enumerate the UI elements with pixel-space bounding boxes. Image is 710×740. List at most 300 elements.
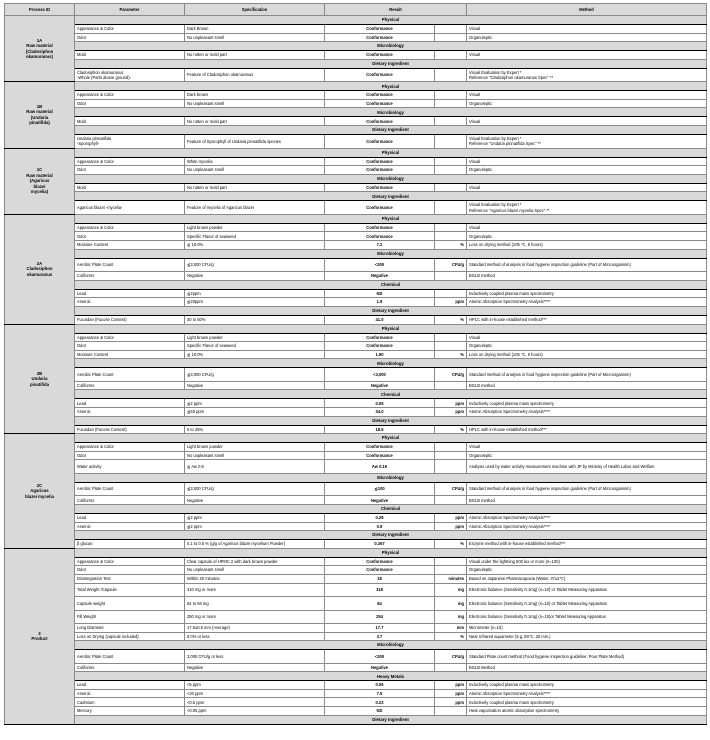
table-row (5, 443, 707, 452)
cell-result-value: Conformance (325, 157, 435, 166)
group-header-row (5, 641, 707, 650)
cell-specification: Negative (185, 272, 325, 281)
table-row (5, 68, 707, 82)
table-row (5, 681, 707, 690)
cell-method: Organoleptic (467, 232, 707, 241)
cell-result-unit: ppm (435, 407, 467, 416)
cell-specification: ≦3,000 CFU/g (185, 258, 325, 272)
group-label-chemical: Chemical (75, 280, 707, 289)
cell-parameter: Lead (75, 681, 185, 690)
cell-result-unit: % (435, 632, 467, 641)
table-row (5, 289, 707, 298)
table-row (5, 223, 707, 232)
cell-result-value: 3.7 (325, 632, 435, 641)
cell-parameter: Arsenic (75, 522, 185, 531)
cell-parameter: Total Weight /Capsule (75, 583, 185, 597)
table-body (5, 16, 707, 725)
group-label-microbiology: Microbiology (75, 473, 707, 482)
group-label-dietary-ingredient: Dietary Ingredient (75, 126, 707, 135)
cell-result-unit (435, 51, 467, 60)
table-row (5, 201, 707, 215)
cell-specification: ≦20ppm (185, 298, 325, 307)
cell-parameter: Cadmium (75, 698, 185, 707)
cell-specification: Feature of Sporophyll of Undaria pinnatifida species (185, 135, 325, 149)
cell-method: Visual (467, 183, 707, 192)
process-id-cell-2a: 2A Cladosiphon okamuranus (5, 214, 75, 324)
process-id-cell-1a: 1A Raw material (Cladosiphon okamuranus) (5, 16, 75, 82)
cell-result-unit (435, 91, 467, 100)
cell-method: Loss on drying method (105 ℃, 5 hours) (467, 241, 707, 250)
cell-parameter: Coliforms (75, 663, 185, 672)
cell-result-value: Conformance (325, 25, 435, 34)
cell-parameter: Long Diameter (75, 624, 185, 633)
cell-method: Organoleptic (467, 166, 707, 175)
cell-parameter: Agaricus blazei -mycelia- (75, 201, 185, 215)
cell-result-value: 0.06 (325, 681, 435, 690)
group-label-microbiology: Microbiology (75, 42, 707, 51)
table-row (5, 574, 707, 583)
cell-result-unit (435, 33, 467, 42)
cell-result-unit (435, 157, 467, 166)
cell-result-unit (435, 566, 467, 575)
cell-specification: Light brown powder (185, 443, 325, 452)
cell-method: BGLB method (467, 272, 707, 281)
cell-parameter: Mold (75, 117, 185, 126)
group-label-physical: Physical (75, 16, 707, 25)
cell-result-unit (435, 201, 467, 215)
cell-result-unit: ppm (435, 681, 467, 690)
cell-specification: ≦2 ppm (185, 399, 325, 408)
table-row (5, 399, 707, 408)
cell-result-unit: % (435, 315, 467, 324)
table-row (5, 707, 707, 716)
cell-method: Atomic Absorption Spectrometry Analysis**** (467, 298, 707, 307)
cell-method: HPLC with in-house established method*** (467, 425, 707, 434)
cell-result-unit (435, 451, 467, 460)
table-row (5, 425, 707, 434)
table-row (5, 513, 707, 522)
process-id-cell-1c: 1C Raw material (Agaricus blazei mycelia) (5, 148, 75, 214)
cell-result-unit: mm (435, 624, 467, 633)
group-label-microbiology: Microbiology (75, 359, 707, 368)
table-row (5, 583, 707, 597)
cell-result-unit: % (435, 350, 467, 359)
cell-result-value: Conformance (325, 451, 435, 460)
cell-result-value: Conformance (325, 333, 435, 342)
table-row (5, 540, 707, 549)
table-row (5, 33, 707, 42)
column-header-result: Result (325, 4, 467, 16)
cell-result-value: Conformance (325, 232, 435, 241)
group-label-dietary-ingredient: Dietary Ingredient (75, 531, 707, 540)
table-row (5, 51, 707, 60)
cell-method: Atomic Absorption Spectrometry Analysis**** (467, 522, 707, 531)
cell-method: Visual (467, 333, 707, 342)
cell-result-unit: % (435, 241, 467, 250)
cell-specification: Within 20 minutes (185, 574, 325, 583)
table-row (5, 597, 707, 611)
table-row (5, 350, 707, 359)
cell-result-unit: mg (435, 583, 467, 597)
table-row (5, 117, 707, 126)
table-row (5, 135, 707, 149)
cell-result-unit: % (435, 425, 467, 434)
cell-specification: 250 mg or more (185, 610, 325, 624)
group-label-dietary-ingredient: Dietary Ingredient (75, 715, 707, 724)
cell-result-unit (435, 496, 467, 505)
cell-method: Inductively coupled plasma mass spectrometry (467, 681, 707, 690)
cell-result-value: Conformance (325, 51, 435, 60)
process-id-cell-2c: 2C Agaricus blazei mycelia (5, 434, 75, 549)
table-row (5, 689, 707, 698)
cell-result-unit: ppm (435, 522, 467, 531)
group-header-row (5, 390, 707, 399)
cell-parameter: Loss on Drying (capsule included) (75, 632, 185, 641)
cell-specification: <0.5 ppm (185, 698, 325, 707)
cell-result-value: <300 (325, 258, 435, 272)
group-label-physical: Physical (75, 548, 707, 557)
cell-specification: No rotten or mold part (185, 51, 325, 60)
cell-parameter: Moisture Content (75, 241, 185, 250)
cell-specification: Negative (185, 496, 325, 505)
cell-result-value: <3,000 (325, 368, 435, 382)
table-row (5, 407, 707, 416)
cell-result-unit (435, 663, 467, 672)
cell-result-value: 34.0 (325, 407, 435, 416)
cell-parameter: β glucan (75, 540, 185, 549)
cell-result-value: 254 (325, 610, 435, 624)
cell-result-value: 1.9 (325, 298, 435, 307)
cell-method: Visual Evaluation by Expert * Reference "Agaricus blazei mycelia Spec" ** (467, 201, 707, 215)
column-header-method: Method (467, 4, 707, 16)
cell-parameter: Disintegration Test (75, 574, 185, 583)
cell-result-value: Conformance (325, 166, 435, 175)
cell-specification: Clear capsule of HPMC 2 with dark brown powder (185, 557, 325, 566)
cell-result-value: ND (325, 707, 435, 716)
group-label-dietary-ingredient: Dietary Ingredient (75, 306, 707, 315)
group-header-row (5, 280, 707, 289)
cell-method: Enzyme method with in-house established method*** (467, 540, 707, 549)
cell-specification: Negative (185, 663, 325, 672)
process-id-cell-1b: 1B Raw material (Undaria pinatifida) (5, 82, 75, 148)
cell-specification: Dark Brown (185, 25, 325, 34)
cell-result-value: 18 (325, 574, 435, 583)
cell-result-unit (435, 342, 467, 351)
cell-result-value: ND (325, 289, 435, 298)
column-header-process-id: Process ID (5, 4, 75, 16)
cell-result-unit (435, 25, 467, 34)
cell-parameter: Lead (75, 513, 185, 522)
group-header-row (5, 126, 707, 135)
cell-method: Visual Evaluation by Expert * Reference "Cladosiphon okamuranus Spec" ** (467, 68, 707, 82)
group-header-row (5, 174, 707, 183)
group-header-row (5, 108, 707, 117)
cell-parameter: Appearance & Color (75, 333, 185, 342)
cell-method: Loss on drying method (105 ℃, 5 hours) (467, 350, 707, 359)
cell-result-unit: ppm (435, 513, 467, 522)
cell-result-unit (435, 68, 467, 82)
cell-specification: 8.0% or less (185, 632, 325, 641)
table-row (5, 272, 707, 281)
group-label-physical: Physical (75, 82, 707, 91)
group-header-row (5, 214, 707, 223)
cell-specification: Feature of Cladosiphon okamuranus (185, 68, 325, 82)
cell-specification: <5 ppm (185, 681, 325, 690)
group-label-physical: Physical (75, 214, 707, 223)
cell-parameter: Mold (75, 51, 185, 60)
cell-parameter: Appearance & Color (75, 557, 185, 566)
cell-parameter: Mercury (75, 707, 185, 716)
cell-method: Near Infrared aquameter (5 g, 80℃, 20 min.) (467, 632, 707, 641)
cell-parameter: Odor (75, 342, 185, 351)
cell-parameter: Appearance & Color (75, 25, 185, 34)
cell-parameter: Appearance & Color (75, 223, 185, 232)
cell-result-unit: ppm (435, 689, 467, 698)
cell-specification: Specific Flavor of seaweed (185, 342, 325, 351)
cell-parameter: Aerobic Plate Count (75, 650, 185, 664)
cell-result-value: Conformance (325, 183, 435, 192)
table-row (5, 91, 707, 100)
cell-parameter: Odor (75, 33, 185, 42)
cell-result-value: 64 (325, 597, 435, 611)
cell-parameter: Odor (75, 166, 185, 175)
cell-parameter: Water activity (75, 460, 185, 474)
cell-method: Standard method of analysis in food hygiene inspection guideline (Part of Microorganism) (467, 368, 707, 382)
table-row (5, 166, 707, 175)
cell-parameter: Fucoidan (Fucose Content) (75, 425, 185, 434)
cell-result-value: Conformance (325, 91, 435, 100)
cell-specification: ≦3,000 CFU/g (185, 368, 325, 382)
group-header-row (5, 148, 707, 157)
table-row (5, 183, 707, 192)
group-header-row (5, 324, 707, 333)
cell-result-value: ≦100 (325, 482, 435, 496)
cell-method: Electronic balance (Sensitivity 0.1mg) (n=10)or Tablet Measuring Apparatus (467, 610, 707, 624)
cell-parameter: Arsenic (75, 689, 185, 698)
cell-parameter: Appearance & Color (75, 91, 185, 100)
cell-result-unit (435, 99, 467, 108)
table-row (5, 650, 707, 664)
table-row (5, 522, 707, 531)
specification-table (4, 3, 707, 725)
cell-result-value: Conformance (325, 135, 435, 149)
group-header-row (5, 672, 707, 681)
cell-result-unit: % (435, 540, 467, 549)
table-row (5, 315, 707, 324)
table-row (5, 557, 707, 566)
cell-specification: Negative (185, 381, 325, 390)
cell-method: Organoleptic (467, 33, 707, 42)
table-row (5, 482, 707, 496)
cell-specification: 54 to 66 mg (185, 597, 325, 611)
cell-result-unit (435, 460, 467, 474)
cell-parameter: Mold (75, 183, 185, 192)
cell-result-unit (435, 707, 467, 716)
table-row (5, 496, 707, 505)
column-header-parameter: Parameter (75, 4, 185, 16)
group-header-row (5, 359, 707, 368)
cell-method: Inductively coupled plasma mass spectrometry (467, 399, 707, 408)
cell-specification: No unpleasant smell (185, 33, 325, 42)
group-label-heavy-metals: Heavy Metals (75, 672, 707, 681)
group-header-row (5, 504, 707, 513)
cell-result-value: 18.5 (325, 425, 435, 434)
cell-method: Atomic Absorption Spectrometry Analysis**** (467, 407, 707, 416)
table-row (5, 241, 707, 250)
cell-parameter: Odor (75, 99, 185, 108)
cell-method: Heat vaporization atomic absorption spectrometry (467, 707, 707, 716)
table-row (5, 381, 707, 390)
cell-specification: Light brown powder (185, 333, 325, 342)
cell-method: Analysis used by water activity measurement machine with JP by Ministry of Health Labor and Welfare (467, 460, 707, 474)
cell-parameter: Odor (75, 566, 185, 575)
cell-specification: ≦50 ppm (185, 407, 325, 416)
cell-result-unit (435, 135, 467, 149)
cell-specification: Feature of mycelia of Agaricus blazei (185, 201, 325, 215)
table-row (5, 342, 707, 351)
cell-method: Visual (467, 443, 707, 452)
cell-specification: Specific Flavor of seaweed (185, 232, 325, 241)
table-row (5, 25, 707, 34)
cell-method: BGLB Method (467, 663, 707, 672)
cell-result-unit: CFU/g (435, 482, 467, 496)
cell-result-value: 0.05 (325, 399, 435, 408)
cell-result-value: Conformance (325, 201, 435, 215)
group-label-physical: Physical (75, 434, 707, 443)
cell-result-value: Conformance (325, 223, 435, 232)
cell-method: Standard method of analysis in food hygiene inspection guideline (Part of Microorganism) (467, 482, 707, 496)
table-header (5, 4, 707, 16)
table-row (5, 298, 707, 307)
cell-result-unit: CFU/g (435, 650, 467, 664)
group-header-row (5, 42, 707, 51)
cell-parameter: Odor (75, 232, 185, 241)
cell-parameter: Odor (75, 451, 185, 460)
cell-method: Visual (467, 25, 707, 34)
cell-result-value: 17.7 (325, 624, 435, 633)
cell-parameter: Cladosiphon okamuranus -Whole (Parts above ground)- (75, 68, 185, 82)
table-row (5, 632, 707, 641)
cell-parameter: Aerobic Plate Count (75, 258, 185, 272)
cell-specification: 0.1 to 0.5 % (g/g of Agaricus blazei mycelium Powder) (185, 540, 325, 549)
group-label-dietary-ingredient: Dietary Ingredient (75, 192, 707, 201)
cell-result-unit: mg (435, 610, 467, 624)
group-label-microbiology: Microbiology (75, 641, 707, 650)
table-row (5, 460, 707, 474)
group-header-row (5, 434, 707, 443)
cell-result-value: Conformance (325, 566, 435, 575)
group-header-row (5, 192, 707, 201)
table-row (5, 333, 707, 342)
cell-parameter: Lead (75, 289, 185, 298)
cell-method: Visual Evaluation by Expert * Reference "Undaria pinnatifida Spec" ** (467, 135, 707, 149)
cell-method: Organoleptic (467, 342, 707, 351)
cell-result-value: 0.23 (325, 698, 435, 707)
cell-specification: ≦2 ppm (185, 513, 325, 522)
cell-method: Visual (467, 51, 707, 60)
header-row (5, 4, 707, 16)
cell-result-value: 0.367 (325, 540, 435, 549)
cell-parameter: Fill Weight (75, 610, 185, 624)
cell-method: BGLB method (467, 496, 707, 505)
cell-method: Based on Japanese Pharmacopoeia (Water, 37±2℃) (467, 574, 707, 583)
cell-result-value: Conformance (325, 99, 435, 108)
cell-method: Organoleptic (467, 566, 707, 575)
cell-result-unit: mg (435, 597, 467, 611)
cell-method: Atomic Absorption Spectrometry Analysis**** (467, 513, 707, 522)
cell-result-unit: CFU/g (435, 368, 467, 382)
table-row (5, 157, 707, 166)
group-label-microbiology: Microbiology (75, 174, 707, 183)
cell-method: Standard Plate count method (Food hygiene inspection guideline: Pour Plate Method) (467, 650, 707, 664)
cell-parameter: Fucoidan (Fucose Content) (75, 315, 185, 324)
cell-result-unit: ppm (435, 298, 467, 307)
cell-method: Electronic balance (Sensitivity 0.1mg) (n=10) or Tablet Measuring Apparatus (467, 583, 707, 597)
group-header-row (5, 416, 707, 425)
table-row (5, 232, 707, 241)
table-row (5, 99, 707, 108)
cell-result-value: Conformance (325, 33, 435, 42)
cell-method: Visual (467, 117, 707, 126)
group-header-row (5, 715, 707, 724)
group-header-row (5, 548, 707, 557)
cell-parameter: Aerobic Plate Count (75, 482, 185, 496)
cell-result-value: 318 (325, 583, 435, 597)
cell-specification: No unpleasant smell (185, 99, 325, 108)
cell-method: Micrometer (n=10) (467, 624, 707, 633)
cell-specification: Dark brown (185, 91, 325, 100)
cell-parameter: Coliforms (75, 496, 185, 505)
cell-result-unit (435, 289, 467, 298)
group-header-row (5, 59, 707, 68)
table-row (5, 698, 707, 707)
cell-parameter: Coliforms (75, 272, 185, 281)
cell-result-value: 7.2 (325, 241, 435, 250)
table-row (5, 624, 707, 633)
group-label-dietary-ingredient: Dietary Ingredient (75, 59, 707, 68)
cell-method: Inductively coupled plasma mass spectrometry (467, 289, 707, 298)
table-row (5, 368, 707, 382)
cell-specification: 17.5±0.5 mm (Average) (185, 624, 325, 633)
cell-result-value: <300 (325, 650, 435, 664)
table-row (5, 258, 707, 272)
cell-result-value: Conformance (325, 342, 435, 351)
group-header-row (5, 306, 707, 315)
group-label-chemical: Chemical (75, 390, 707, 399)
group-label-microbiology: Microbiology (75, 249, 707, 258)
cell-specification: No unpleasant smell (185, 451, 325, 460)
cell-specification: Light brown powder (185, 223, 325, 232)
cell-specification: ≦ 10.0% (185, 350, 325, 359)
cell-method: Inductively coupled plasma mass spectrometry (467, 698, 707, 707)
cell-method: Organoleptic (467, 451, 707, 460)
cell-result-unit (435, 223, 467, 232)
cell-result-unit (435, 443, 467, 452)
cell-method: Visual (467, 91, 707, 100)
cell-result-value: Conformance (325, 117, 435, 126)
cell-result-unit (435, 232, 467, 241)
cell-specification: 30 to 50% (185, 315, 325, 324)
cell-specification: White mycelia (185, 157, 325, 166)
cell-specification: No rotten or mold part (185, 117, 325, 126)
cell-specification: ≦ 10.0% (185, 241, 325, 250)
cell-method: Visual under the lightning 500 lux or more (n=100) (467, 557, 707, 566)
cell-specification: No unpleasant smell (185, 166, 325, 175)
group-label-microbiology: Microbiology (75, 108, 707, 117)
cell-result-value: Conformance (325, 557, 435, 566)
table-row (5, 566, 707, 575)
cell-parameter: Appearance & Color (75, 157, 185, 166)
